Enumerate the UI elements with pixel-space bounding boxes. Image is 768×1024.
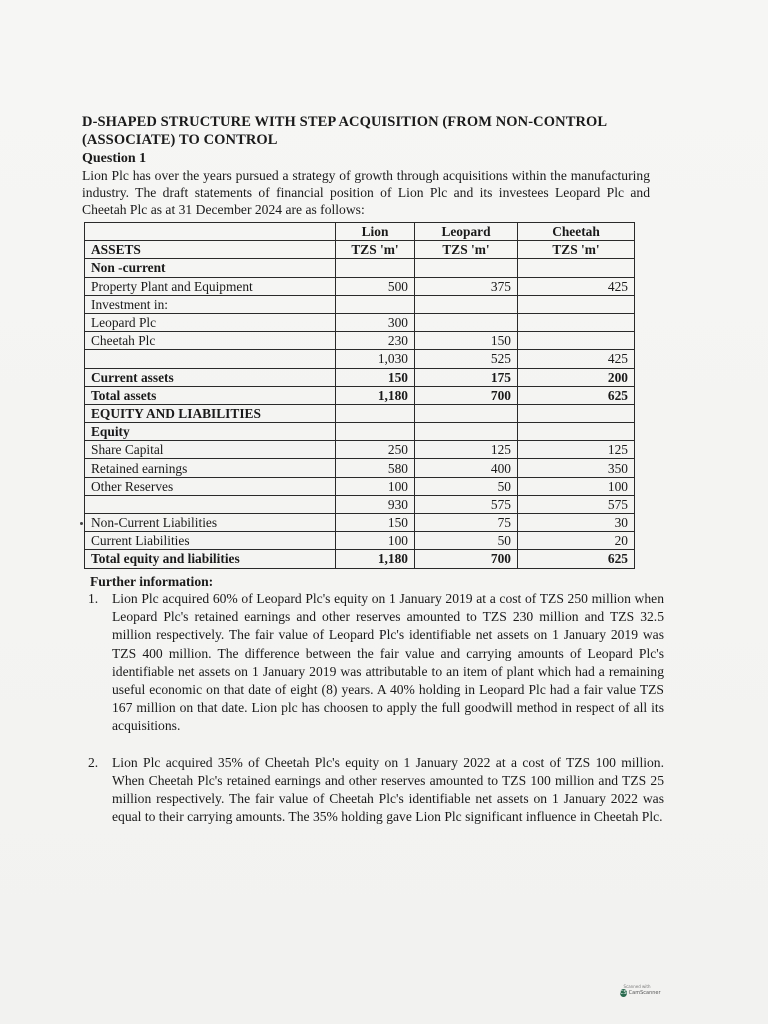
table-row <box>85 532 635 550</box>
table-row <box>85 404 635 422</box>
value-cell-leopard: 75 <box>415 514 518 532</box>
value-cell-lion <box>336 404 415 422</box>
row-label-cell: Current assets <box>85 368 336 386</box>
value-cell-lion <box>336 423 415 441</box>
table-row <box>85 459 635 477</box>
table-row <box>85 477 635 495</box>
value-cell-lion: 150 <box>336 368 415 386</box>
value-cell-cheetah <box>518 259 635 277</box>
value-cell-leopard: 150 <box>415 332 518 350</box>
table-row <box>85 386 635 404</box>
list-item <box>84 590 664 736</box>
table-row <box>85 277 635 295</box>
row-label-cell: Current Liabilities <box>85 532 336 550</box>
list-item-text: Lion Plc acquired 35% of Cheetah Plc's equity on 1 January 2022 at a cost of TZS 100 million. When Cheetah Plc's retained earnings and other reserves amounted to TZS 100 million and TZS 25 million respectively. The fair value of Cheetah Plc's identifiable net assets on 1 January 2022 was equal to their carrying amounts. The 35% holding gave Lion Plc significant influence in Cheetah Plc. <box>112 754 664 825</box>
table-row <box>85 368 635 386</box>
row-label-cell: Equity <box>85 423 336 441</box>
row-label-cell <box>85 350 336 368</box>
table-row <box>85 295 635 313</box>
further-information-list <box>84 590 664 826</box>
value-cell-lion: 230 <box>336 332 415 350</box>
value-cell-lion: 1,030 <box>336 350 415 368</box>
value-cell-lion <box>336 295 415 313</box>
row-label-cell: Non-Current Liabilities <box>85 514 336 532</box>
table-header-cell: Lion <box>336 223 415 241</box>
value-cell-leopard <box>415 423 518 441</box>
row-label-cell: Leopard Plc <box>85 313 336 331</box>
value-cell-cheetah: 625 <box>518 386 635 404</box>
table-row <box>85 441 635 459</box>
row-label-cell: Investment in: <box>85 295 336 313</box>
value-cell-lion <box>336 259 415 277</box>
value-cell-cheetah: 200 <box>518 368 635 386</box>
value-cell-lion: 150 <box>336 514 415 532</box>
table-header-cell: Cheetah <box>518 223 635 241</box>
value-cell-cheetah <box>518 404 635 422</box>
scanner-brand: CamScanner <box>628 990 661 996</box>
value-cell-leopard: 375 <box>415 277 518 295</box>
table-header-cell: ASSETS <box>85 241 336 259</box>
table-header-row <box>85 241 635 259</box>
scanner-caption: Scanned with <box>623 984 651 989</box>
table-header-cell: Leopard <box>415 223 518 241</box>
value-cell-lion: 500 <box>336 277 415 295</box>
value-cell-lion: 1,180 <box>336 386 415 404</box>
table-row <box>85 332 635 350</box>
question-heading: Question 1 <box>82 151 147 166</box>
table-row <box>85 495 635 513</box>
row-label-cell: Share Capital <box>85 441 336 459</box>
row-label-cell: EQUITY AND LIABILITIES <box>85 404 336 422</box>
value-cell-cheetah <box>518 332 635 350</box>
list-item-text: Lion Plc acquired 60% of Leopard Plc's equity on 1 January 2019 at a cost of TZS 250 million when Leopard Plc's retained earnings and other reserves amounted to TZS 230 million and TZS 32.5 million respectively. The fair value of Leopard Plc's identifiable net assets on 1 January 2019 was TZS 400 million. The difference between the fair value and carrying amounts of Leopard Plc's identifiable net assets on 1 January 2019 was attributable to an item of plant which had a remaining useful economic on that date of eight (8) years. A 40% holding in Leopard Plc had a fair value TZS 167 million on that date. Lion plc has choosen to apply the full goodwill method in respect of all its acquisitions. <box>112 591 664 734</box>
value-cell-leopard: 525 <box>415 350 518 368</box>
table-row <box>85 514 635 532</box>
intro-paragraph: Lion Plc has over the years pursued a strategy of growth through acquisitions within the manufacturing industry. The draft statements of financial position of Lion Plc and its investees Leopard Plc and Cheetah Plc as at 31 December 2024 are as follows: <box>82 168 650 217</box>
row-label-cell: Cheetah Plc <box>85 332 336 350</box>
financial-position-table <box>84 222 635 569</box>
camscanner-icon: CS <box>620 990 627 996</box>
value-cell-lion: 580 <box>336 459 415 477</box>
value-cell-leopard: 575 <box>415 495 518 513</box>
value-cell-leopard: 175 <box>415 368 518 386</box>
row-label-cell: Other Reserves <box>85 477 336 495</box>
value-cell-cheetah: 30 <box>518 514 635 532</box>
table-row <box>85 259 635 277</box>
list-item <box>84 754 664 827</box>
table-header-cell: TZS 'm' <box>415 241 518 259</box>
row-label-cell: Total equity and liabilities <box>85 550 336 568</box>
value-cell-lion: 250 <box>336 441 415 459</box>
row-label-cell: Retained earnings <box>85 459 336 477</box>
scan-speck <box>80 522 83 525</box>
value-cell-lion: 300 <box>336 313 415 331</box>
list-item-number: 2. <box>88 754 99 770</box>
scanner-watermark <box>620 984 661 1012</box>
value-cell-lion: 100 <box>336 532 415 550</box>
document-title: D-SHAPED STRUCTURE WITH STEP ACQUISITION (FROM NON-CONTROL (ASSOCIATE) TO CONTROL <box>82 114 607 148</box>
list-item-number: 1. <box>88 591 99 606</box>
value-cell-lion: 1,180 <box>336 550 415 568</box>
table-row <box>85 550 635 568</box>
value-cell-cheetah: 125 <box>518 441 635 459</box>
value-cell-leopard <box>415 259 518 277</box>
row-label-cell: Total assets <box>85 386 336 404</box>
row-label-cell: Property Plant and Equipment <box>85 277 336 295</box>
value-cell-leopard: 50 <box>415 532 518 550</box>
table-row <box>85 423 635 441</box>
value-cell-leopard <box>415 404 518 422</box>
value-cell-cheetah: 425 <box>518 277 635 295</box>
value-cell-cheetah: 575 <box>518 495 635 513</box>
value-cell-cheetah <box>518 423 635 441</box>
value-cell-lion: 930 <box>336 495 415 513</box>
value-cell-leopard: 400 <box>415 459 518 477</box>
further-information-heading: Further information: <box>90 574 214 589</box>
table-header-cell: TZS 'm' <box>336 241 415 259</box>
row-label-cell: Non -current <box>85 259 336 277</box>
table-header-cell <box>85 223 336 241</box>
table-header-row <box>85 223 635 241</box>
value-cell-cheetah <box>518 295 635 313</box>
value-cell-leopard: 125 <box>415 441 518 459</box>
value-cell-leopard: 700 <box>415 386 518 404</box>
value-cell-leopard: 700 <box>415 550 518 568</box>
value-cell-leopard <box>415 313 518 331</box>
row-label-cell <box>85 495 336 513</box>
value-cell-leopard <box>415 295 518 313</box>
value-cell-cheetah: 20 <box>518 532 635 550</box>
value-cell-cheetah: 425 <box>518 350 635 368</box>
value-cell-leopard: 50 <box>415 477 518 495</box>
value-cell-cheetah: 100 <box>518 477 635 495</box>
table-row <box>85 313 635 331</box>
scanner-logo <box>620 989 661 997</box>
value-cell-lion: 100 <box>336 477 415 495</box>
value-cell-cheetah: 625 <box>518 550 635 568</box>
table-row <box>85 350 635 368</box>
value-cell-cheetah <box>518 313 635 331</box>
value-cell-cheetah: 350 <box>518 459 635 477</box>
table-header-cell: TZS 'm' <box>518 241 635 259</box>
